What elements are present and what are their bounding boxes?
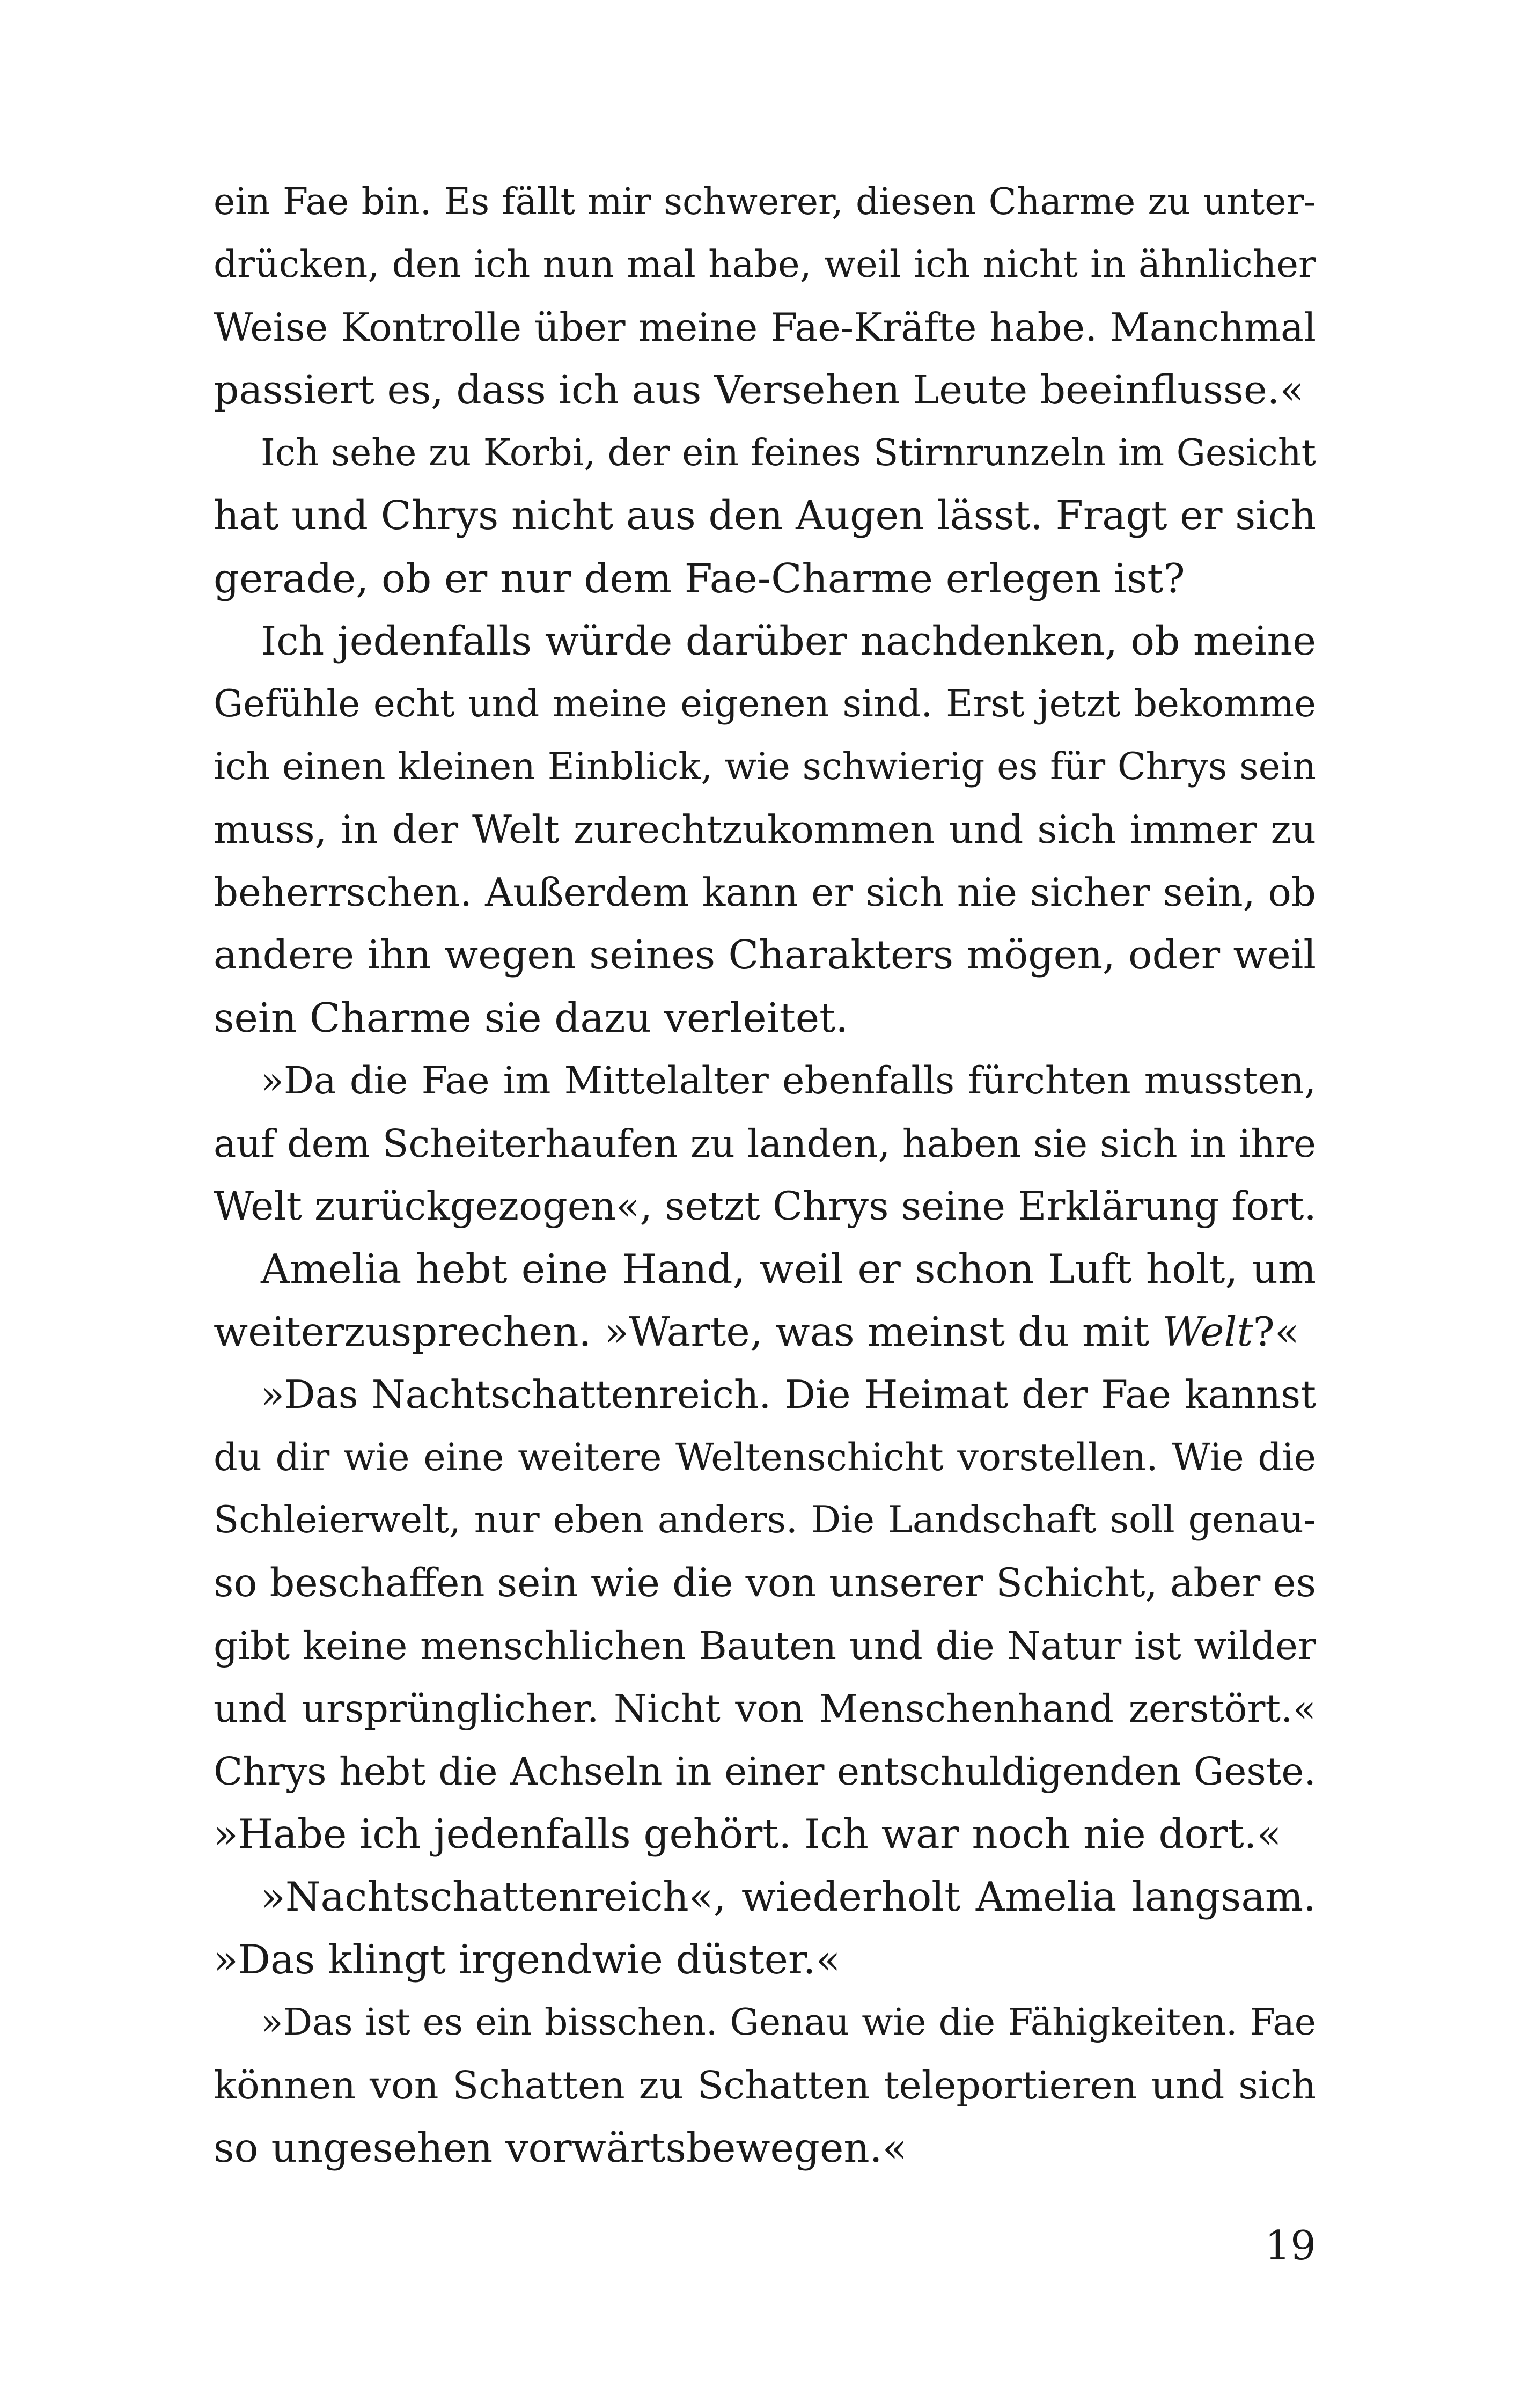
text-line: hat und Chrys nicht aus den Augen lässt. Fragt er sich bbox=[214, 493, 1316, 539]
text-line: »Da die Fae im Mittelalter ebenfalls fürchten mussten, bbox=[261, 1059, 1316, 1103]
paragraph bbox=[214, 1991, 1316, 2179]
paragraph bbox=[214, 171, 1316, 422]
text-line: Ich jedenfalls würde darüber nachdenken, ob meine bbox=[261, 618, 1316, 664]
body-text bbox=[214, 171, 1316, 2179]
paragraph bbox=[214, 610, 1316, 1049]
paragraph bbox=[214, 422, 1316, 610]
text-line: »Habe ich jedenfalls gehört. Ich war noch nie dort.« bbox=[214, 1810, 1282, 1858]
text-line: und ursprünglicher. Nicht von Menschenhand zerstört.« bbox=[214, 1686, 1316, 1731]
paragraph bbox=[214, 1363, 1316, 1866]
text-line: passiert es, dass ich aus Versehen Leute beeinflusse.« bbox=[214, 367, 1304, 413]
text-line: beherrschen. Außerdem kann er sich nie sicher sein, ob bbox=[214, 870, 1316, 915]
text-line: sein Charme sie dazu verleitet. bbox=[214, 994, 849, 1041]
paragraph bbox=[214, 1866, 1316, 1991]
text-line: so beschaffen sein wie die von unserer Schicht, aber es bbox=[214, 1560, 1317, 1606]
text-line: »Das klingt irgendwie düster.« bbox=[214, 1936, 841, 1983]
text-line: Ich sehe zu Korbi, der ein feines Stirnrunzeln im Gesicht bbox=[261, 432, 1316, 474]
line-text: ?« bbox=[1253, 1308, 1299, 1355]
text-line: ein Fae bin. Es fällt mir schwerer, diesen Charme zu unter- bbox=[214, 181, 1316, 223]
paragraph bbox=[214, 1049, 1316, 1238]
text-line: so ungesehen vorwärtsbewegen.« bbox=[214, 2124, 907, 2171]
text-line: Weise Kontrolle über meine Fae-Kräfte habe. Manchmal bbox=[214, 305, 1316, 350]
text-line: Amelia hebt eine Hand, weil er schon Luft holt, um bbox=[261, 1245, 1316, 1293]
text-line: ich einen kleinen Einblick, wie schwierig es für Chrys sein bbox=[214, 745, 1316, 788]
paragraph bbox=[214, 1238, 1316, 1363]
text-line: »Nachtschattenreich«, wiederholt Amelia langsam. bbox=[261, 1873, 1316, 1920]
text-line: du dir wie eine weitere Weltenschicht vorstellen. Wie die bbox=[214, 1435, 1316, 1479]
text-line: gerade, ob er nur dem Fae-Charme erlegen ist? bbox=[214, 555, 1185, 602]
text-line: Gefühle echt und meine eigenen sind. Erst jetzt bekomme bbox=[214, 682, 1316, 725]
text-line: auf dem Scheiterhaufen zu landen, haben sie sich in ihre bbox=[214, 1121, 1316, 1166]
text-line: Chrys hebt die Achseln in einer entschuldigenden Geste. bbox=[214, 1749, 1316, 1794]
text-line: drücken, den ich nun mal habe, weil ich nicht in ähnlicher bbox=[214, 243, 1316, 286]
text-line: können von Schatten zu Schatten teleportieren und sich bbox=[214, 2063, 1316, 2108]
page-number: 19 bbox=[1265, 2222, 1316, 2269]
text-line bbox=[214, 1301, 1316, 1363]
text-line: muss, in der Welt zurechtzukommen und sich immer zu bbox=[214, 807, 1316, 852]
text-line: »Das Nachtschattenreich. Die Heimat der Fae kannst bbox=[261, 1372, 1316, 1417]
line-text: weiterzusprechen. »Warte, was meinst du mit bbox=[214, 1308, 1163, 1355]
text-line: andere ihn wegen seines Charakters mögen, oder weil bbox=[214, 932, 1316, 978]
text-line: Welt zurückgezogen«, setzt Chrys seine Erklärung fort. bbox=[214, 1184, 1317, 1229]
text-line: »Das ist es ein bisschen. Genau wie die Fähigkeiten. Fae bbox=[261, 2001, 1316, 2044]
text-line: Schleierwelt, nur eben anders. Die Landschaft soll genau- bbox=[214, 1499, 1316, 1541]
italic-word: Welt bbox=[1162, 1308, 1253, 1355]
text-line: gibt keine menschlichen Bauten und die Natur ist wilder bbox=[214, 1624, 1316, 1668]
